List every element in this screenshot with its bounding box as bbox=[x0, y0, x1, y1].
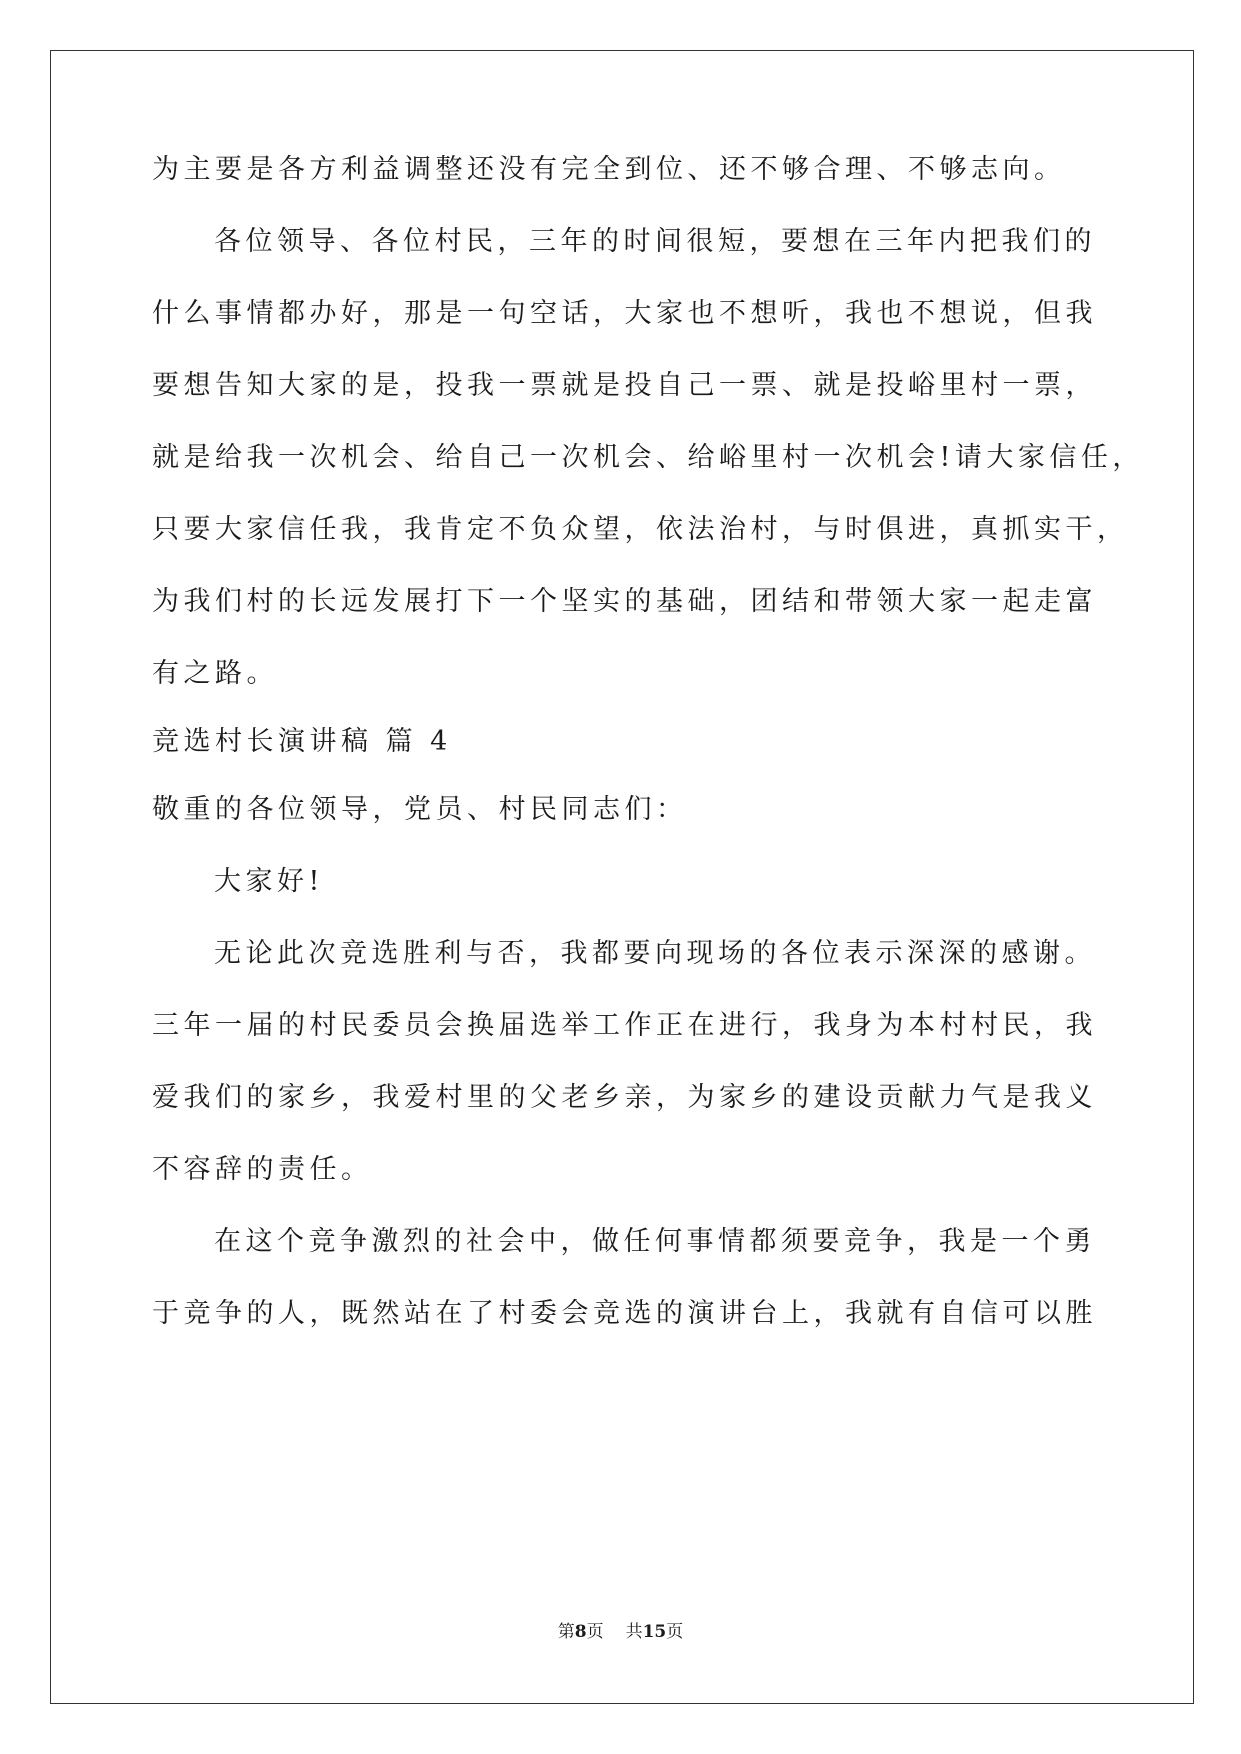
text-line-13: 三年一届的村民委员会换届选举工作正在进行，我身为本村村民，我 bbox=[152, 1010, 1097, 1041]
section-heading: 竞选村长演讲稿 篇 4 bbox=[152, 726, 452, 757]
text-line-7: 为我们村的长远发展打下一个坚实的基础，团结和带领大家一起走富 bbox=[152, 586, 1097, 617]
greeting-line: 大家好! bbox=[214, 866, 324, 897]
salutation-line: 敬重的各位领导，党员、村民同志们： bbox=[152, 794, 688, 825]
page-prefix: 第 bbox=[557, 1622, 575, 1642]
page-number: 8 bbox=[574, 1622, 587, 1642]
text-line-16: 在这个竞争激烈的社会中，做任何事情都须要竞争，我是一个勇 bbox=[214, 1226, 1096, 1257]
text-line-1: 为主要是各方利益调整还没有完全到位、还不够合理、不够志向。 bbox=[152, 154, 1066, 185]
text-line-8: 有之路。 bbox=[152, 658, 278, 689]
text-line-17: 于竞争的人，既然站在了村委会竞选的演讲台上，我就有自信可以胜 bbox=[152, 1298, 1097, 1329]
text-line-12: 无论此次竞选胜利与否，我都要向现场的各位表示深深的感谢。 bbox=[214, 938, 1096, 969]
total-prefix: 共 bbox=[625, 1622, 643, 1642]
text-line-2: 各位领导、各位村民，三年的时间很短，要想在三年内把我们的 bbox=[214, 226, 1096, 257]
text-line-14: 爱我们的家乡，我爱村里的父老乡亲，为家乡的建设贡献力气是我义 bbox=[152, 1082, 1097, 1113]
total-suffix: 页 bbox=[666, 1622, 684, 1642]
text-line-4: 要想告知大家的是，投我一票就是投自己一票、就是投峪里村一票， bbox=[152, 370, 1097, 401]
total-pages: 15 bbox=[642, 1622, 667, 1642]
text-line-6: 只要大家信任我，我肯定不负众望，依法治村，与时俱进，真抓实干， bbox=[152, 514, 1129, 545]
text-line-3: 什么事情都办好，那是一句空话，大家也不想听，我也不想说，但我 bbox=[152, 298, 1097, 329]
page-footer bbox=[0, 1617, 1241, 1642]
text-line-15: 不容辞的责任。 bbox=[152, 1154, 373, 1185]
text-line-5: 就是给我一次机会、给自己一次机会、给峪里村一次机会!请大家信任， bbox=[152, 442, 1144, 473]
page-suffix: 页 bbox=[586, 1622, 604, 1642]
